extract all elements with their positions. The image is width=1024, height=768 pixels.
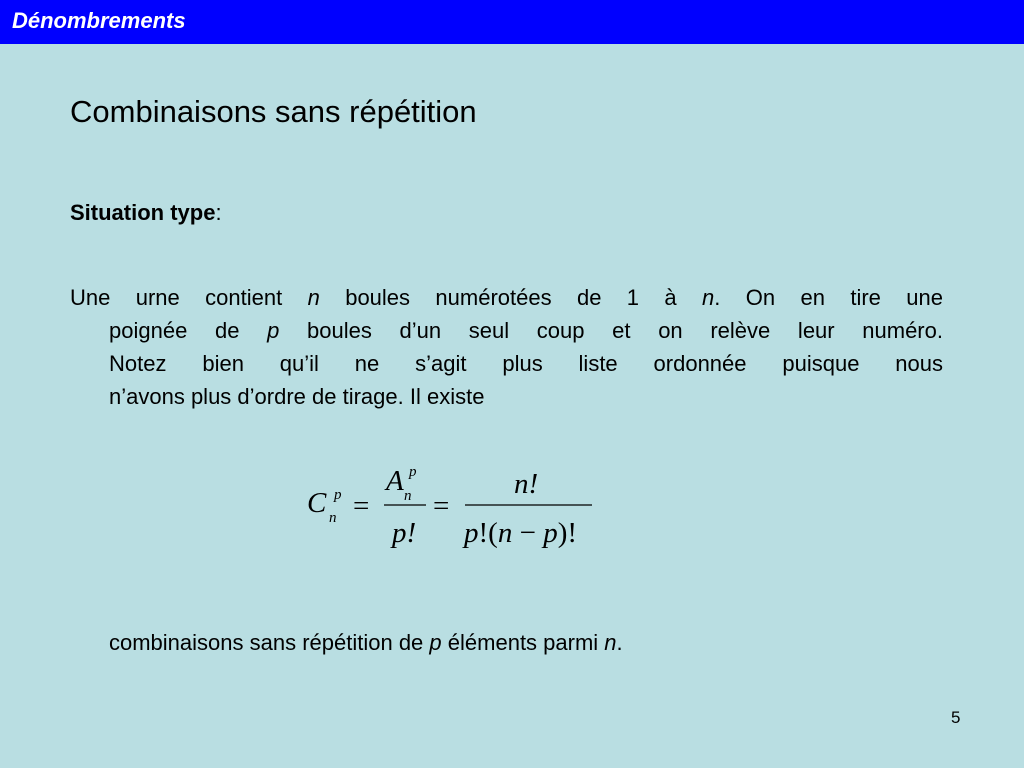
page-number: 5 bbox=[951, 708, 961, 727]
formula-num-2: n! bbox=[514, 468, 539, 500]
formula-den-2: p!(n − p)! bbox=[464, 517, 578, 549]
formula-equals-1: = bbox=[353, 490, 370, 522]
paragraph-line-4: n’avons plus d’ordre de tirage. Il existe bbox=[109, 384, 485, 409]
var-n: n bbox=[702, 285, 715, 310]
slide-heading: Combinaisons sans répétition bbox=[70, 94, 477, 129]
formula-A-sub: n bbox=[404, 488, 412, 504]
formula-C-sup: p bbox=[334, 487, 342, 503]
para-text: boules d’un seul coup et on relève leur numéro. bbox=[279, 318, 943, 343]
var-n: n bbox=[307, 285, 320, 310]
situation-label bbox=[70, 200, 222, 226]
conclusion-part: éléments parmi bbox=[441, 630, 605, 655]
conclusion-text bbox=[109, 630, 623, 656]
paragraph-line-3: Notez bien qu’il ne s’agit plus liste ordonnée puisque nous bbox=[109, 351, 943, 376]
situation-paragraph bbox=[70, 281, 943, 413]
formula-den-1: p! bbox=[392, 517, 417, 549]
formula-equals-2: = bbox=[433, 490, 450, 522]
para-text: boules numérotées de 1 à bbox=[319, 285, 703, 310]
combination-formula bbox=[300, 462, 600, 562]
para-text: Une urne contient bbox=[70, 285, 308, 310]
situation-colon: : bbox=[215, 200, 222, 225]
para-text: . On en tire une bbox=[714, 285, 944, 310]
para-text: poignée de bbox=[109, 318, 268, 343]
var-p: p bbox=[429, 630, 442, 655]
paragraph-line-1 bbox=[70, 281, 943, 314]
var-p: p bbox=[267, 318, 280, 343]
conclusion-part: combinaisons sans répétition de bbox=[109, 630, 430, 655]
situation-label-text: Situation type bbox=[70, 200, 216, 225]
formula-C: C bbox=[307, 487, 327, 519]
slide-header-title: Dénombrements bbox=[12, 8, 186, 33]
paragraph-line-2 bbox=[70, 314, 943, 347]
conclusion-part: . bbox=[616, 630, 623, 655]
slide-header-bar bbox=[0, 0, 1024, 44]
formula-A-sup: p bbox=[409, 464, 417, 480]
var-n: n bbox=[604, 630, 617, 655]
formula-C-sub: n bbox=[329, 510, 337, 526]
formula-A: A bbox=[386, 465, 404, 497]
